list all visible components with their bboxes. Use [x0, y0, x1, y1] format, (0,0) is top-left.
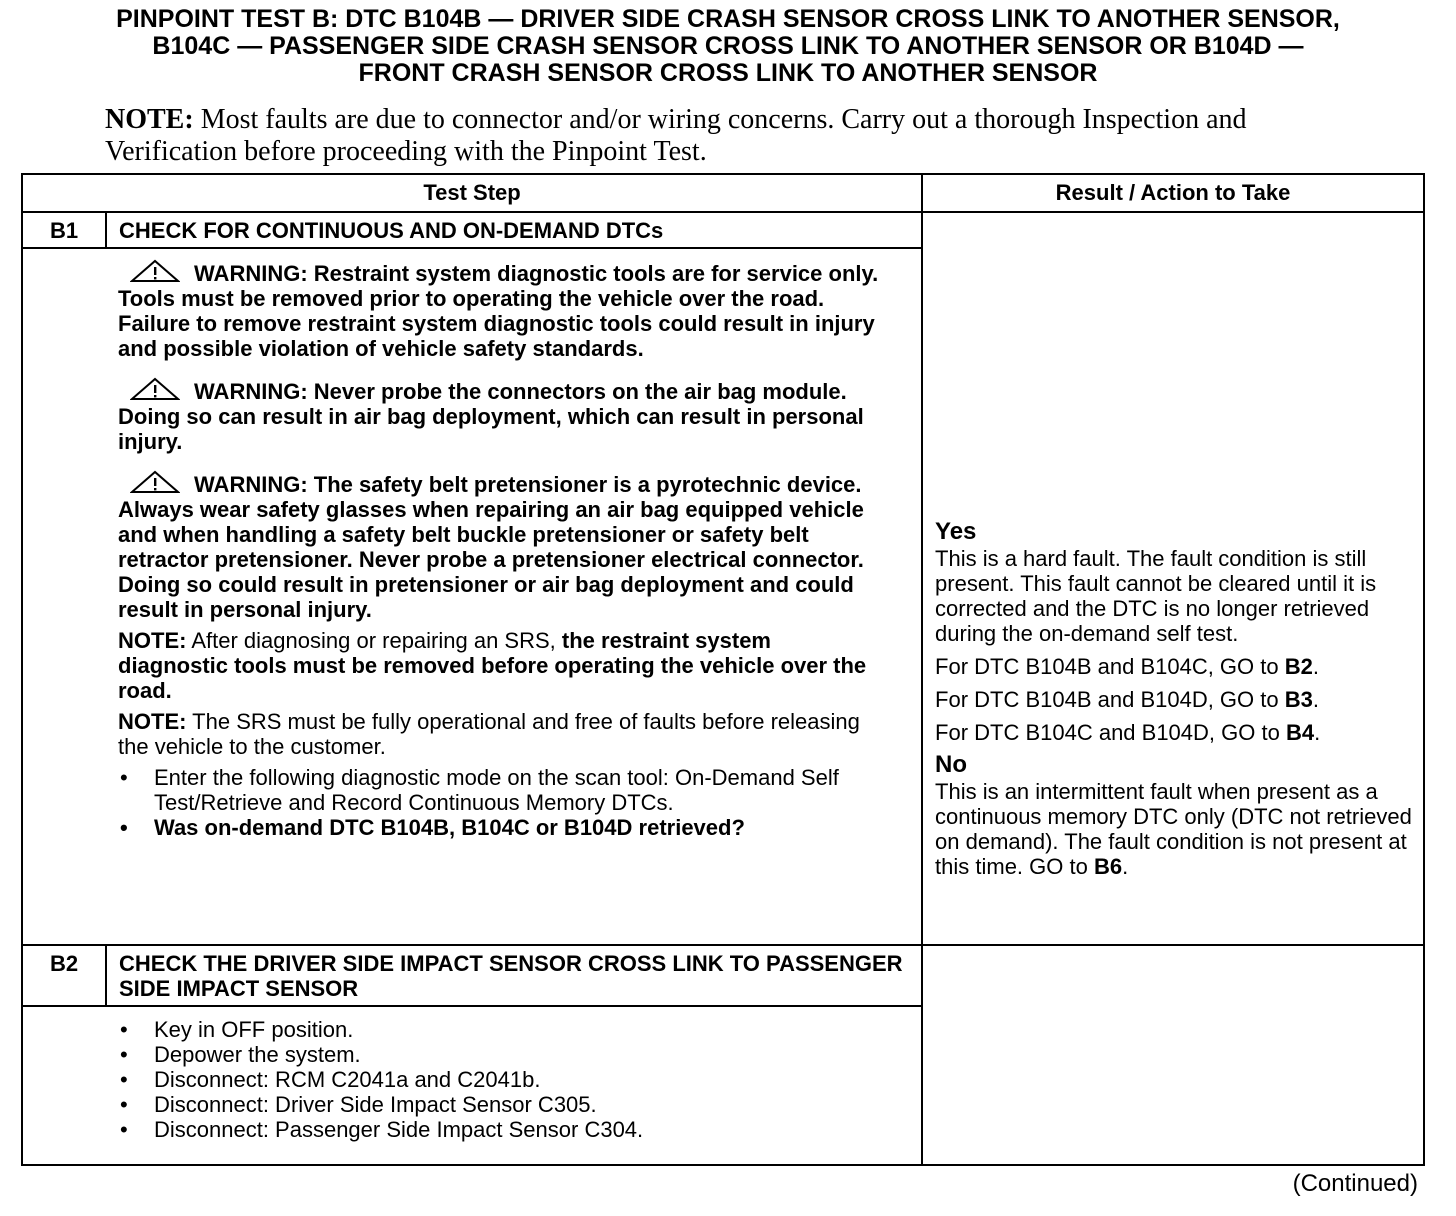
warning-2: WARNING: Never probe the connectors on the air bag module. Doing so can result in air bag deployment, which can result in personal injury.: [118, 379, 864, 454]
header-test-step: Test Step: [22, 174, 922, 212]
result-b2: [922, 945, 1424, 1165]
continued-label: (Continued): [1292, 1170, 1418, 1197]
step-body-b1: [22, 248, 922, 945]
list-item: • Enter the following diagnostic mode on the scan tool: On-Demand Self Test/Retrieve and Record Continuous Memory DTCs.: [118, 765, 881, 815]
step-id-b2: B2: [22, 945, 106, 1006]
result-no-label: No: [935, 751, 968, 778]
result-no-text: This is an intermittent fault when present as a continuous memory DTC only (DTC not retrieved on demand). The fault condition is not present at this time. GO to B6.: [935, 779, 1412, 879]
warning-triangle-icon: [130, 259, 180, 283]
ref-b2: B2: [1284, 654, 1313, 679]
note-srs-tools: NOTE: After diagnosing or repairing an SRS, the restraint system diagnostic tools must be removed before operating the vehicle over the road.: [118, 628, 867, 703]
warning-3: WARNING: The safety belt pretensioner is a pyrotechnic device. Always wear safety glasses when repairing an air bag equipped vehicle and when handling a safety belt buckle pretensioner or safety belt retractor pretensioner. Never probe a pretensioner electrical connector. Doing so could result in pretensioner or air bag deployment and could result in personal injury.: [118, 472, 864, 622]
pinpoint-test-table: [21, 173, 1425, 1166]
list-item: • Disconnect: Passenger Side Impact Sensor C304.: [118, 1117, 881, 1142]
warning-1: WARNING: Restraint system diagnostic tools are for service only. Tools must be removed prior to operating the vehicle over the road. Failure to remove restraint system diagnostic tools could result in injury and possible violation of vehicle safety standards.: [118, 261, 879, 361]
result-yes-text: This is a hard fault. The fault condition is still present. This fault cannot be cleared until it is corrected and the DTC is no longer retrieved during the on-demand self test.: [935, 546, 1377, 646]
warning-triangle-icon: [130, 470, 180, 494]
ref-b6: B6: [1093, 854, 1123, 879]
result-go-b4: For DTC B104C and B104D, GO to B4.: [935, 720, 1321, 745]
intro-note-label: NOTE:: [105, 104, 194, 135]
intro-note: [105, 104, 1285, 168]
result-yes-label: Yes: [935, 518, 977, 545]
result-go-b2: For DTC B104B and B104C, GO to B2.: [935, 654, 1319, 679]
step-id-b1: B1: [22, 212, 106, 248]
list-item: • Disconnect: RCM C2041a and C2041b.: [118, 1067, 881, 1092]
list-item: • Disconnect: Driver Side Impact Sensor C305.: [118, 1092, 881, 1117]
b2-bullet-list: [118, 1017, 881, 1142]
ref-b3: B3: [1284, 687, 1313, 712]
result-go-b3: For DTC B104B and B104D, GO to B3.: [935, 687, 1319, 712]
result-b1: [922, 212, 1424, 945]
header-result: Result / Action to Take: [922, 174, 1424, 212]
ref-b4: B4: [1285, 720, 1315, 745]
warning-triangle-icon: [130, 377, 180, 401]
list-item: • Key in OFF position.: [118, 1017, 881, 1042]
note-srs-operational: NOTE: The SRS must be fully operational and free of faults before releasing the vehicle to the customer.: [118, 709, 860, 759]
step-title-b1: CHECK FOR CONTINUOUS AND ON-DEMAND DTCs: [106, 212, 922, 248]
title-line-2: B104C — PASSENGER SIDE CRASH SENSOR CROSS LINK TO ANOTHER SENSOR OR B104D —: [152, 32, 1304, 60]
title-line-3: FRONT CRASH SENSOR CROSS LINK TO ANOTHER SENSOR: [358, 59, 1098, 87]
list-item: • Was on-demand DTC B104B, B104C or B104D retrieved?: [118, 815, 881, 840]
page-title: [0, 6, 1456, 87]
step-title-b2: CHECK THE DRIVER SIDE IMPACT SENSOR CROSS LINK TO PASSENGER SIDE IMPACT SENSOR: [106, 945, 922, 1006]
step-body-b2: [22, 1006, 922, 1165]
b1-bullet-list: [118, 765, 881, 840]
title-line-1: PINPOINT TEST B: DTC B104B — DRIVER SIDE CRASH SENSOR CROSS LINK TO ANOTHER SENSOR,: [116, 5, 1340, 33]
list-item: • Depower the system.: [118, 1042, 881, 1067]
intro-note-text: Most faults are due to connector and/or wiring concerns. Carry out a thorough Inspection and Verification before proceeding with the Pinpoint Test.: [105, 104, 1247, 167]
